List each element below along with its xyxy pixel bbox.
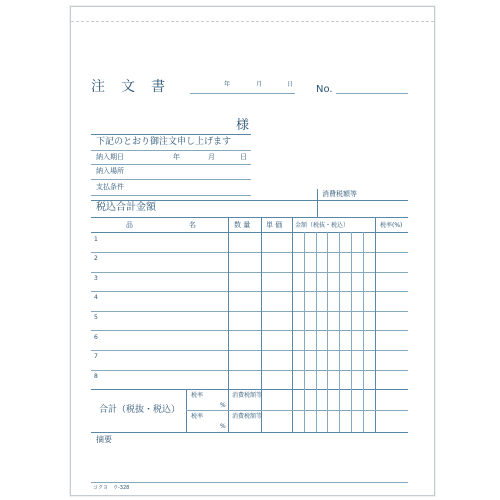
recipient-line xyxy=(91,134,251,135)
header-quantity: 数 量 xyxy=(234,221,251,229)
header-tax-rate: 税率(%) xyxy=(380,222,403,229)
row-number: 5 xyxy=(94,314,98,321)
row-number: 6 xyxy=(94,334,98,341)
summary-divider xyxy=(317,189,318,217)
row-line-4 xyxy=(91,311,408,312)
order-form-sheet xyxy=(70,6,435,496)
row-line-7 xyxy=(91,370,408,371)
row-line-1 xyxy=(91,252,408,253)
totals-mid-line xyxy=(186,410,408,411)
form-title: 注 文 書 xyxy=(91,79,166,95)
delivery-year-label: 年 xyxy=(173,153,180,161)
date-line xyxy=(190,93,295,94)
consumption-tax-label-top: 消費税額等 xyxy=(322,190,357,198)
totals-consumption-tax-1: 消費税額等 xyxy=(232,392,263,399)
payment-terms-line xyxy=(91,195,251,196)
remarks-label: 摘要 xyxy=(96,435,112,444)
row-number: 7 xyxy=(94,353,98,360)
col-line-tax-rate xyxy=(375,217,376,432)
delivery-place-line xyxy=(91,179,251,180)
row-line-8 xyxy=(91,389,408,390)
row-line-2 xyxy=(91,272,408,273)
row-number: 8 xyxy=(94,373,98,380)
delivery-day-label: 日 xyxy=(240,153,247,161)
honorific-sama: 様 xyxy=(236,118,250,133)
summary-top-line xyxy=(91,200,408,201)
order-intro-text: 下記のとおり御注文申し上げます xyxy=(96,137,232,147)
delivery-place-label: 納入場所 xyxy=(96,167,124,175)
header-name: 名 xyxy=(189,221,196,229)
row-number: 3 xyxy=(94,275,98,282)
col-line-digit xyxy=(327,232,328,432)
totals-percent-1: % xyxy=(220,402,226,409)
payment-terms-label: 支払条件 xyxy=(96,183,124,191)
row-number: 4 xyxy=(94,294,98,301)
col-line-digit xyxy=(304,232,305,432)
maker-label: コクヨ ウ-328 xyxy=(93,485,130,491)
col-line-digit xyxy=(363,232,364,432)
col-line-digit xyxy=(339,232,340,432)
delivery-date-label: 納入期日 xyxy=(96,153,124,161)
date-month-label: 月 xyxy=(256,81,263,88)
perforation-line xyxy=(71,21,434,22)
col-line-amount xyxy=(292,217,293,432)
col-line-unit-price xyxy=(261,217,262,432)
number-line xyxy=(336,93,408,94)
table-header-line xyxy=(91,232,408,233)
totals-bottom-line xyxy=(91,432,408,433)
intro-line xyxy=(91,150,251,151)
row-line-3 xyxy=(91,291,408,292)
total-incl-tax-label: 税込合計金額 xyxy=(96,202,156,213)
row-number: 2 xyxy=(94,255,98,262)
totals-tax-rate-label-1: 税率 xyxy=(191,392,204,399)
row-number: 1 xyxy=(94,236,98,243)
totals-consumption-tax-2: 消費税額等 xyxy=(232,413,263,420)
delivery-month-label: 月 xyxy=(208,153,215,161)
header-item: 品 xyxy=(126,221,133,229)
totals-tax-rate-label-2: 税率 xyxy=(191,413,204,420)
row-line-5 xyxy=(91,330,408,331)
delivery-date-line xyxy=(91,164,251,165)
header-unit-price: 単 価 xyxy=(266,221,283,229)
remarks-bottom-line xyxy=(91,482,408,483)
totals-label: 合計（税抜・税込） xyxy=(99,405,181,415)
number-label: No. xyxy=(316,84,333,95)
row-line-6 xyxy=(91,350,408,351)
date-day-label: 日 xyxy=(287,81,294,88)
col-line-digit xyxy=(351,232,352,432)
summary-bottom-line xyxy=(91,217,408,218)
col-line-digit xyxy=(316,232,317,432)
header-amount: 金額（税抜・税込） xyxy=(295,222,350,229)
totals-percent-2: % xyxy=(220,423,226,430)
date-year-label: 年 xyxy=(224,81,231,88)
